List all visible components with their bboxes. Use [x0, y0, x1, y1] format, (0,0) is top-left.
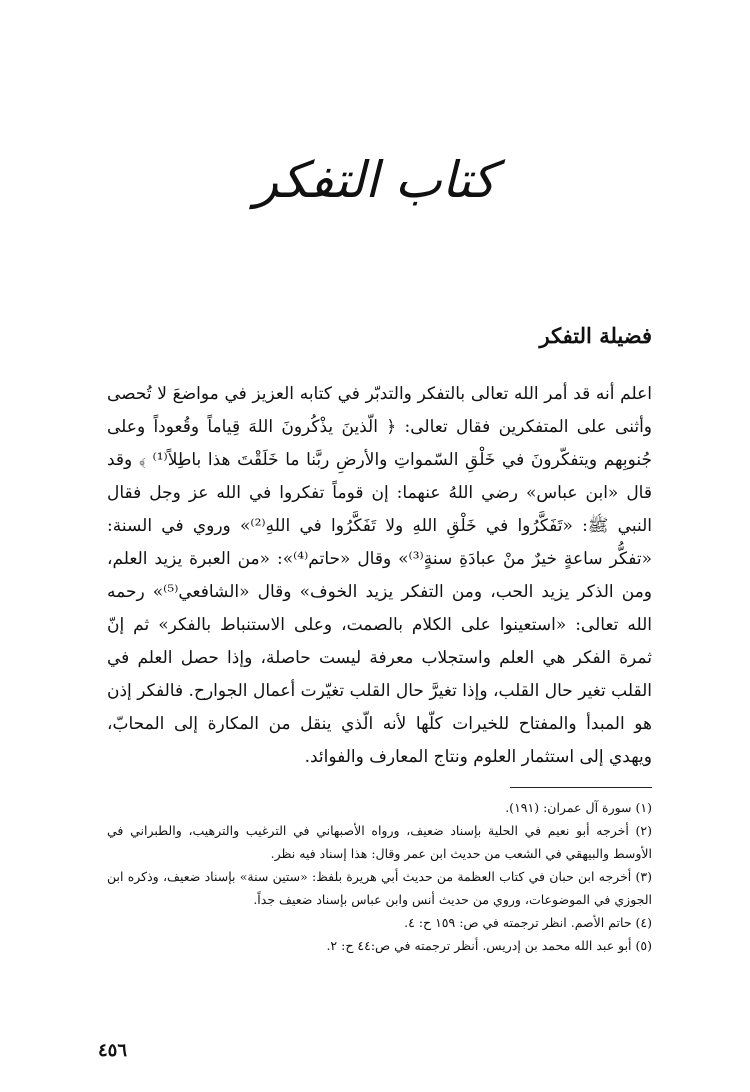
footnotes — [107, 796, 652, 957]
footnote-3: (٣) أخرجه ابن حبان في كتاب العظمة من حديث أبي هريرة بلفظ: «ستين سنة» بإسناد ضعيف، وذكره ابن الجوزي في الموضوعات، وروي من حديث أنس وابن عباس بإسناد ضعيف جداً. — [107, 869, 652, 907]
body-text — [107, 378, 652, 774]
footnote-2: (٢) أخرجه أبو نعيم في الحلية بإسناد ضعيف، ورواه الأصبهاني في الترغيب والترهيب، والطبراني في الأوسط والبيهقي في الشعب من حديث ابن عمر وقال: هذا إسناد فيه نظر. — [107, 823, 652, 861]
footnote-4: (٤) حاتم الأصم. انظر ترجمته في ص: ١٥٩ ح: ٤. — [404, 915, 652, 930]
footnote-1: (١) سورة آل عمران: (١٩١). — [505, 800, 652, 815]
footnote-divider — [510, 787, 652, 788]
body-paragraph: اعلم أنه قد أمر الله تعالى بالتفكر والتدبّر في كتابه العزيز في مواضعَ لا تُحصى وأثنى على المتفكرين فقال تعالى: ﴿ الّذينَ يذْكُرونَ اللهَ قِياماً وقُعوداً وعلى جُنوبِهم ويتفكّرونَ في خَلْقِ السّمواتِ والأرضِ ربَّنا ما خَلَقْتَ هذا باطِلاً⁽¹⁾ ﴾ وقد قال «ابن عباس» رضي اللهُ عنهما: إن قوماً تفكروا في الله عز وجل فقال النبي ﷺ: «تَفَكَّرُوا في خَلْقِ اللهِ ولا تَفَكَّرُوا في اللهِ⁽²⁾» وروي في السنة: «تفكُّر ساعةٍ خيرٌ منْ عبادَةِ سنةٍ⁽³⁾» وقال «حاتم⁽⁴⁾»: «من العبرة يزيد العلم، ومن الذكر يزيد الحب، ومن التفكر يزيد الخوف» وقال «الشافعي⁽⁵⁾» رحمه الله تعالى: «استعينوا على الكلام بالصمت، وعلى الاستنباط بالفكر» ثم إنّ ثمرة الفكر هي العلم واستجلاب معرفة ليست حاصلة، وإذا حصل العلم في القلب تغير حال القلب، وإذا تغيرَّ حال القلب تغيّرت أعمال الجوارح. فالفكر إذن هو المبدأ والمفتاح للخيرات كلّها لأنه الّذي ينقل من المكارة إلى المحابّ، ويهدي إلى استثمار العلوم ونتاج المعارف والفوائد. — [107, 384, 653, 767]
section-heading: فضيلة التفكر — [539, 323, 652, 348]
book-title: كتاب التفكر — [254, 151, 496, 209]
footnote-5: (٥) أبو عبد الله محمد بن إدريس. أنظر ترجمته في ص:٤٤ ح: ٢. — [326, 938, 652, 953]
page-number: ٤٥٦ — [98, 1040, 128, 1061]
